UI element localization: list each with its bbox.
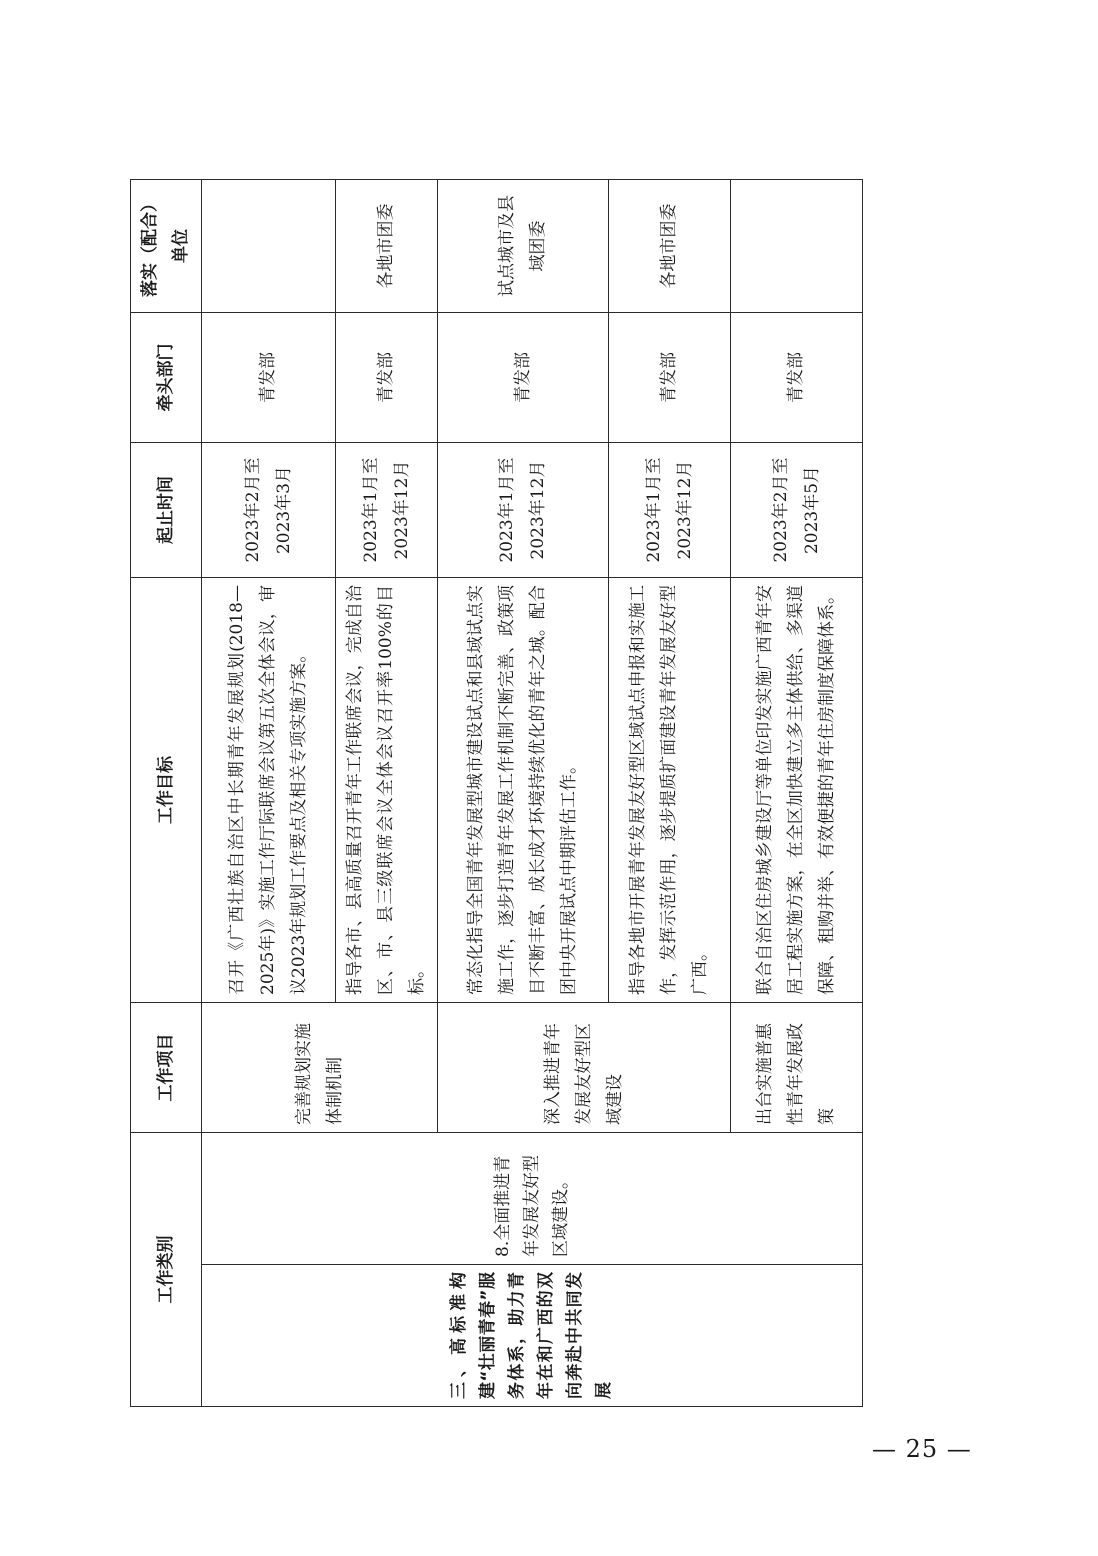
header-category: 工作类别	[131, 1133, 202, 1407]
table-header-row	[131, 180, 202, 1407]
goal-cell: 指导各市、县高质量召开青年工作联席会议，完成自治区、市、县三级联席会议全体会议召开率100%的目标。	[336, 578, 438, 1003]
time-cell: 2023年2月至2023年3月	[202, 443, 336, 578]
lead-cell: 青发部	[202, 313, 336, 443]
page-number: — 25 —	[872, 1435, 972, 1463]
time-cell: 2023年2月至2023年5月	[731, 443, 863, 578]
lead-cell: 青发部	[438, 313, 609, 443]
lead-cell: 青发部	[731, 313, 863, 443]
unit-cell: 各地市团委	[609, 180, 731, 313]
header-time: 起止时间	[131, 443, 202, 578]
header-project: 工作项目	[131, 1003, 202, 1133]
header-lead: 牵头部门	[131, 313, 202, 443]
table-row	[202, 180, 336, 1407]
lead-cell: 青发部	[336, 313, 438, 443]
category-cell: 三、高标准构建“壮丽青春”服务体系，助力青年在和广西的双向奔赴中共同发展	[202, 1265, 863, 1407]
work-plan-table	[130, 179, 863, 1407]
time-cell: 2023年1月至2023年12月	[609, 443, 731, 578]
goal-cell: 联合自治区住房城乡建设厅等单位印发实施广西青年安居工程实施方案，在全区加快建立多主体供给、多渠道保障、租购并举、有效便捷的青年住房制度保障体系。	[731, 578, 863, 1003]
subcategory-cell: 8.全面推进青年发展友好型区域建设。	[202, 1133, 863, 1265]
rotated-table-page	[130, 180, 862, 1407]
project-cell: 完善规划实施体制机制	[202, 1003, 438, 1133]
unit-cell	[731, 180, 863, 313]
goal-cell: 常态化指导全国青年发展型城市建设试点和县域试点实施工作，逐步打造青年发展工作机制不断完善、政策项目不断丰富、成长成才环境持续优化的青年之城。配合团中央开展试点中期评估工作。	[438, 578, 609, 1003]
goal-cell: 指导各地市开展青年发展友好型区域试点申报和实施工作，发挥示范作用，逐步提质扩面建设青年发展友好型广西。	[609, 578, 731, 1003]
lead-cell: 青发部	[609, 313, 731, 443]
goal-cell: 召开《广西壮族自治区中长期青年发展规划(2018—2025年)》实施工作厅际联席会议第五次全体会议，审议2023年规划工作要点及相关专项实施方案。	[202, 578, 336, 1003]
unit-cell	[202, 180, 336, 313]
project-cell: 深入推进青年发展友好型区域建设	[438, 1003, 731, 1133]
header-unit: 落实（配合）单位	[131, 180, 202, 313]
project-cell: 出台实施普惠性青年发展政策	[731, 1003, 863, 1133]
unit-cell: 试点城市及县域团委	[438, 180, 609, 313]
unit-cell: 各地市团委	[336, 180, 438, 313]
time-cell: 2023年1月至2023年12月	[336, 443, 438, 578]
time-cell: 2023年1月至2023年12月	[438, 443, 609, 578]
header-goal: 工作目标	[131, 578, 202, 1003]
